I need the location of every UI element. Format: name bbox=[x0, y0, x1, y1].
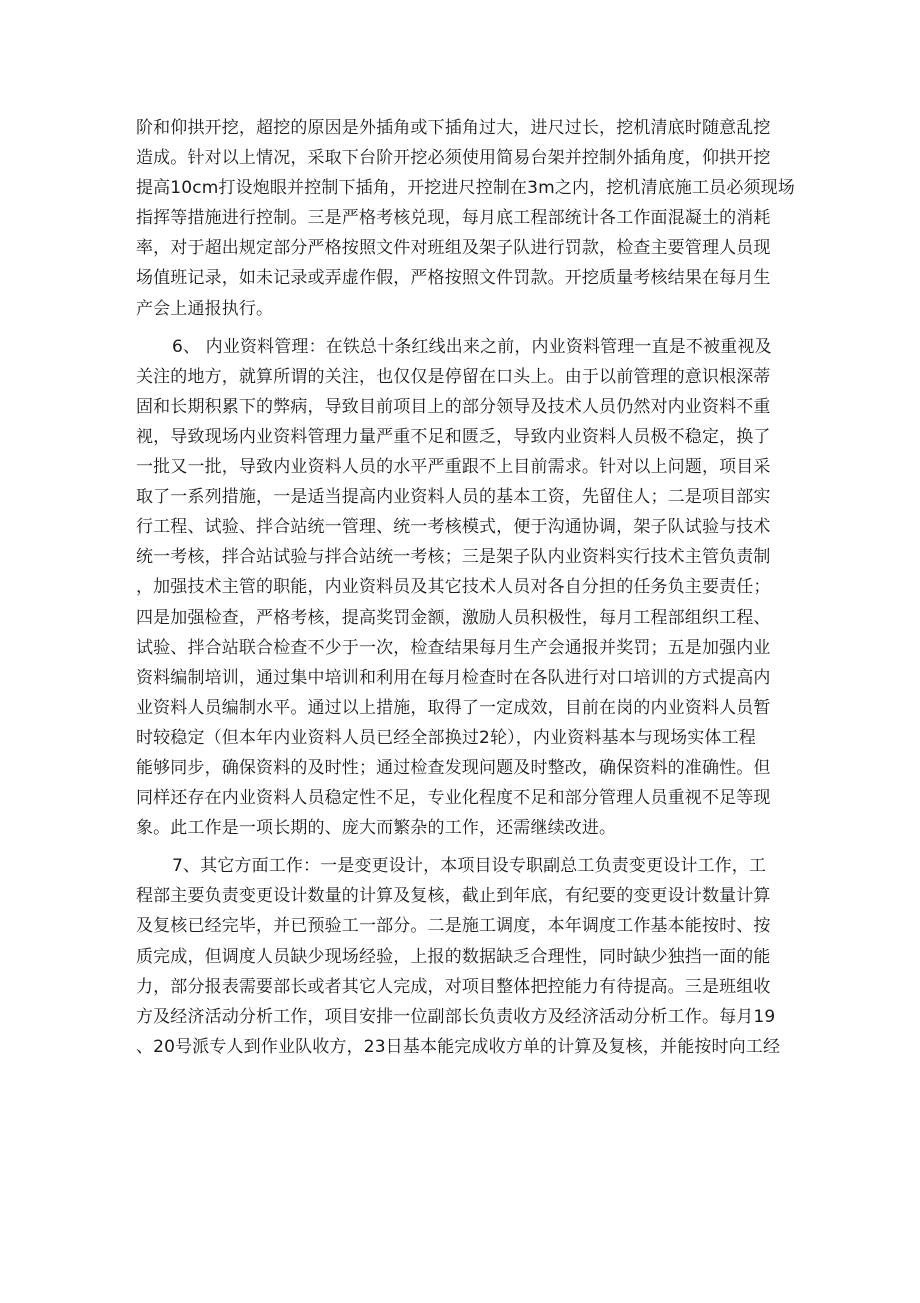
text-line: 程部主要负责变更设计数量的计算及复核，截止到年底，有纪要的变更设计数量计算 bbox=[136, 886, 771, 907]
text-line: 场值班记录，如未记录或弄虚作假，严格按照文件罚款。开挖质量考核结果在每月生 bbox=[136, 268, 771, 289]
text-line: 取了一系列措施，一是适当提高内业资料人员的基本工资，先留住人；二是项目部实 bbox=[136, 487, 771, 508]
paragraph-gap bbox=[136, 843, 784, 851]
paragraph-other-work bbox=[136, 851, 784, 1062]
text-line: 四是加强检查，严格考核，提高奖罚金额，激励人员积极性，每月工程部组织工程、 bbox=[136, 607, 771, 628]
text-line: 视，导致现场内业资料管理力量严重不足和匮乏，导致内业资料人员极不稳定，换了 bbox=[136, 426, 771, 447]
text-line: 统一考核，拌合站试验与拌合站统一考核；三是架子队内业资料实行技术主管负责制 bbox=[136, 547, 771, 568]
text-line: 行工程、试验、拌合站统一管理、统一考核模式，便于沟通协调，架子队试验与技术 bbox=[136, 517, 771, 538]
text-line: 业资料人员编制水平。通过以上措施，取得了一定成效，目前在岗的内业资料人员暂 bbox=[136, 697, 771, 718]
text-line: 质完成，但调度人员缺少现场经验，上报的数据缺乏合理性，同时缺少独挡一面的能 bbox=[136, 946, 771, 967]
paragraph-excavation-control bbox=[136, 113, 795, 324]
text-line: ，加强技术主管的职能，内业资料员及其它技术人员对各自分担的任务负主要责任； bbox=[136, 577, 771, 598]
text-line: 方及经济活动分析工作，项目安排一位副部长负责收方及经济活动分析工作。每月19 bbox=[136, 1006, 776, 1027]
text-line: 率，对于超出规定部分严格按照文件对班组及架子队进行罚款，检查主要管理人员现 bbox=[136, 238, 771, 259]
text-line: 及复核已经完毕，并已预验工一部分。二是施工调度，本年调度工作基本能按时、按 bbox=[136, 916, 771, 937]
text-line: 指挥等措施进行控制。三是严格考核兑现，每月底工程部统计各工作面混凝土的消耗 bbox=[136, 208, 771, 229]
text-line: 同样还存在内业资料人员稳定性不足，专业化程度不足和部分管理人员重视不足等现 bbox=[136, 788, 771, 809]
text-line: 资料编制培训，通过集中培训和利用在每月检查时在各队进行对口培训的方式提高内 bbox=[136, 667, 771, 688]
text-line: 6、 内业资料管理：在铁总十条红线出来之前，内业资料管理一直是不被重视及 bbox=[172, 336, 772, 357]
text-line: 一批又一批，导致内业资料人员的水平严重跟不上目前需求。针对以上问题，项目采 bbox=[136, 457, 771, 478]
text-line: 关注的地方，就算所谓的关注，也仅仅是停留在口头上。由于以前管理的意识根深蒂 bbox=[136, 366, 771, 387]
text-line: 试验、拌合站联合检查不少于一次，检查结果每月生产会通报并奖罚；五是加强内业 bbox=[136, 637, 771, 658]
text-line: 提高10cm打设炮眼并控制下插角，开挖进尺控制在3m之内，挖机清底施工员必须现场 bbox=[136, 178, 795, 199]
text-line: 产会上通报执行。 bbox=[136, 298, 274, 319]
text-line: 固和长期积累下的弊病，导致目前项目上的部分领导及技术人员仍然对内业资料不重 bbox=[136, 396, 771, 417]
text-line: 造成。针对以上情况，采取下台阶开挖必须使用简易台架并控制外插角度，仰拱开挖 bbox=[136, 148, 771, 169]
text-line: 时较稳定（但本年内业资料人员已经全部换过2轮），内业资料基本与现场实体工程 bbox=[136, 727, 756, 748]
text-line: 象。此工作是一项长期的、庞大而繁杂的工作，还需继续改进。 bbox=[136, 818, 617, 839]
text-line: 力，部分报表需要部长或者其它人完成，对项目整体把控能力有待提高。三是班组收 bbox=[136, 976, 771, 997]
paragraph-gap bbox=[136, 324, 784, 332]
paragraph-internal-records bbox=[136, 332, 784, 844]
text-line: 7、其它方面工作：一是变更设计，本项目设专职副总工负责变更设计工作，工 bbox=[172, 856, 767, 877]
text-line: 、20号派专人到作业队收方，23日基本能完成收方单的计算及复核，并能按时向工经 bbox=[136, 1036, 781, 1057]
text-line: 能够同步，确保资料的及时性；通过检查发现问题及时整改，确保资料的准确性。但 bbox=[136, 757, 771, 778]
body-text bbox=[136, 113, 795, 1062]
text-line: 阶和仰拱开挖，超挖的原因是外插角或下插角过大，进尺过长，挖机清底时随意乱挖 bbox=[136, 118, 771, 138]
